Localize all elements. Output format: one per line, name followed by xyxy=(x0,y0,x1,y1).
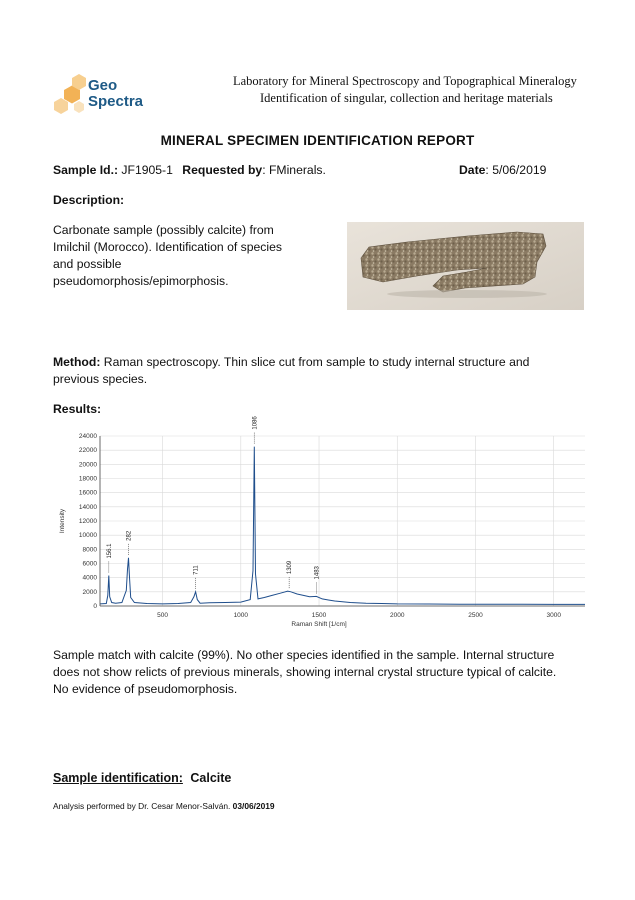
chart-grid xyxy=(100,436,585,606)
x-axis-label: Raman Shift [1/cm] xyxy=(291,621,347,628)
lab-name: Laboratory for Mineral Spectroscopy and Topographical Mineralogy xyxy=(233,74,577,88)
description-label: Description: xyxy=(53,193,125,207)
x-axis-ticks xyxy=(157,612,561,619)
logo-text-geo: Geo xyxy=(88,77,118,94)
peak-label: 1483 xyxy=(314,566,321,580)
report-date xyxy=(459,163,546,177)
x-tick-label: 3000 xyxy=(546,612,561,619)
y-tick-label: 0 xyxy=(93,603,97,610)
y-tick-label: 22000 xyxy=(78,447,97,455)
geospectra-logo xyxy=(50,72,170,116)
sample-id-value: JF1905-1 xyxy=(121,163,173,177)
peak-label: 711 xyxy=(193,565,200,575)
logo-hexagon-bottom xyxy=(54,98,68,114)
y-tick-label: 10000 xyxy=(78,532,97,540)
x-tick-label: 1000 xyxy=(233,612,249,619)
peak-annotations xyxy=(107,416,321,594)
requested-by-value: : FMinerals. xyxy=(262,163,326,177)
y-tick-label: 2000 xyxy=(82,588,97,596)
description-line: pseudomorphosis/epimorphosis. xyxy=(53,274,229,288)
y-tick-label: 14000 xyxy=(78,503,97,511)
method-text-line2: previous species. xyxy=(53,372,148,386)
x-tick-label: 2000 xyxy=(390,612,405,619)
y-tick-label: 8000 xyxy=(82,546,97,554)
y-tick-label: 20000 xyxy=(78,461,97,469)
method-label: Method: xyxy=(53,355,101,369)
logo-hexagon-small xyxy=(74,101,84,113)
identification-label: Sample identification: xyxy=(53,771,183,785)
results-label: Results: xyxy=(53,402,102,416)
y-tick-label: 18000 xyxy=(78,475,97,483)
results-text xyxy=(53,647,613,698)
sample-meta xyxy=(53,163,326,177)
x-tick-label: 500 xyxy=(157,612,169,619)
y-tick-label: 4000 xyxy=(82,574,97,582)
identification-value: Calcite xyxy=(190,771,232,785)
analysis-date: 03/06/2019 xyxy=(230,801,275,811)
x-tick-label: 1500 xyxy=(311,612,327,619)
y-tick-label: 6000 xyxy=(82,560,97,568)
peak-label: 1086 xyxy=(252,416,259,430)
results-line: does not show relicts of previous minerals, showing internal crystal structure typical of calcite. xyxy=(53,665,557,679)
y-axis-ticks xyxy=(79,433,97,610)
peak-label: 156.1 xyxy=(106,543,113,559)
method-text-line1: Raman spectroscopy. Thin slice cut from sample to study internal structure and xyxy=(100,355,530,369)
description-line: Imilchil (Morocco). Identification of species xyxy=(53,240,282,254)
sample-id-label: Sample Id.: xyxy=(53,163,119,177)
y-axis-label: Intensity xyxy=(59,508,66,534)
lab-subtitle: Identification of singular, collection and heritage materials xyxy=(260,91,553,105)
raman-spectrum-line xyxy=(100,447,585,605)
analysis-credit: Analysis performed by Dr. Cesar Menor-Salván. xyxy=(53,801,231,811)
analysis-footer xyxy=(53,801,275,811)
results-line: No evidence of pseudomorphosis. xyxy=(53,682,238,696)
description-line: and possible xyxy=(53,257,122,271)
date-label: Date xyxy=(459,163,486,177)
description-text xyxy=(53,222,333,290)
report-title: MINERAL SPECIMEN IDENTIFICATION REPORT xyxy=(160,133,475,148)
requested-by-label: Requested by xyxy=(182,163,263,177)
peak-label: 282 xyxy=(126,530,133,541)
peak-label: 1309 xyxy=(287,560,294,575)
method-section xyxy=(53,354,593,388)
sample-identification xyxy=(53,771,231,785)
date-value: : 5/06/2019 xyxy=(485,163,547,177)
description-line: Carbonate sample (possibly calcite) from xyxy=(53,223,274,237)
y-tick-label: 12000 xyxy=(78,518,97,525)
specimen-photo xyxy=(347,222,584,310)
y-tick-label: 24000 xyxy=(78,433,97,440)
specimen-shadow xyxy=(387,290,547,298)
y-tick-label: 16000 xyxy=(78,489,97,497)
x-tick-label: 2500 xyxy=(468,612,483,619)
results-line: Sample match with calcite (99%). No other species identified in the sample. Internal structure xyxy=(53,648,555,662)
logo-text-spectra: Spectra xyxy=(88,93,144,110)
raman-spectrum-chart xyxy=(56,416,590,634)
